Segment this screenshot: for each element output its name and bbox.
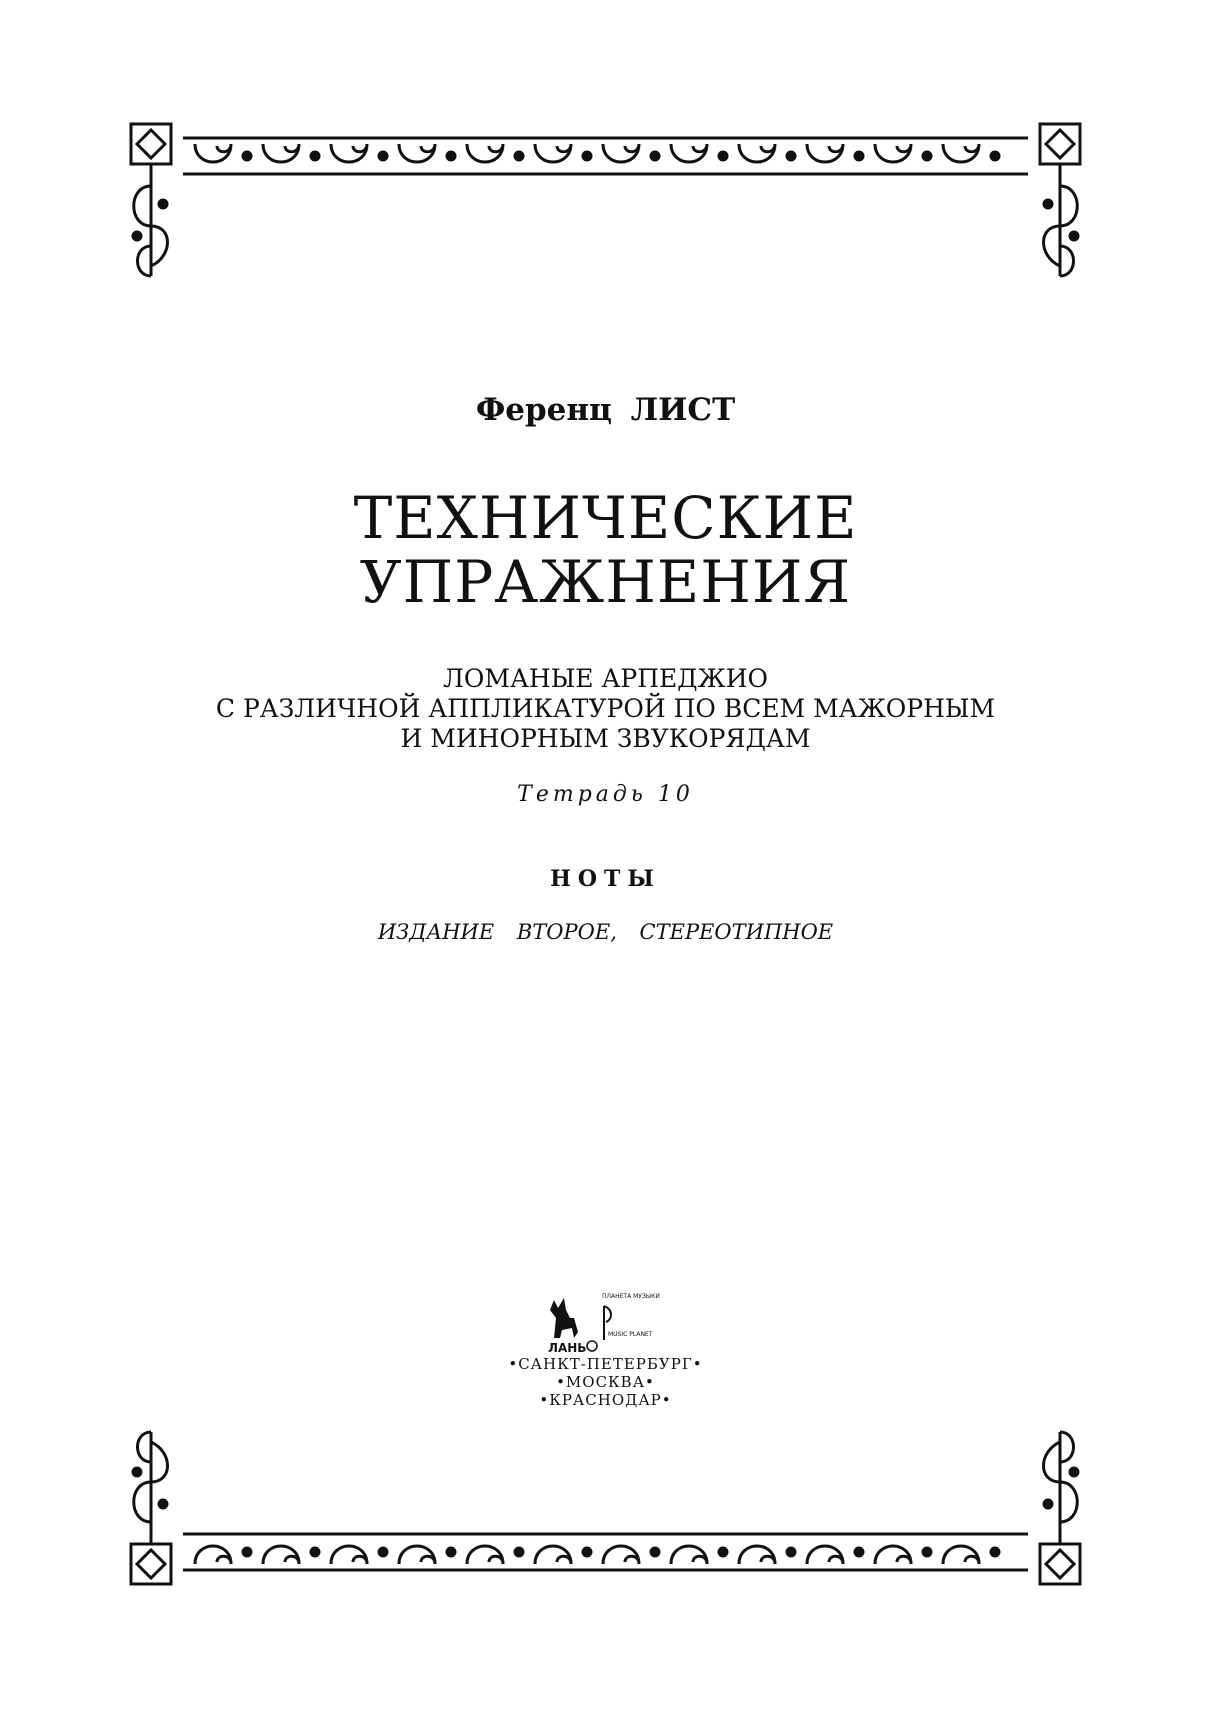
ornament-swirl bbox=[467, 1546, 503, 1564]
ornament-swirl bbox=[807, 144, 843, 162]
ornament-dot bbox=[651, 152, 659, 160]
ornament-swirl bbox=[399, 1546, 435, 1564]
ornament-dot bbox=[991, 1548, 999, 1556]
ornament-dot bbox=[311, 1548, 319, 1556]
ornament-swirl bbox=[263, 1546, 299, 1564]
ornament-swirl bbox=[875, 1546, 911, 1564]
ornament-swirl bbox=[671, 144, 707, 162]
bottom-ornamental-border bbox=[123, 1426, 1088, 1592]
city: •КРАСНОДАР• bbox=[539, 1391, 672, 1409]
ornament-dot bbox=[991, 152, 999, 160]
publisher-cities bbox=[0, 1355, 1211, 1409]
author-name: Ференц ЛИСТ bbox=[475, 392, 736, 428]
subtitle-line: С РАЗЛИЧНОЙ АППЛИКАТУРОЙ ПО ВСЕМ МАЖОРНЫМ bbox=[215, 694, 996, 723]
ornament-swirl bbox=[399, 144, 435, 162]
city: •САНКТ-ПЕТЕРБУРГ• bbox=[508, 1355, 703, 1373]
ornament-dot bbox=[243, 152, 251, 160]
ornament-dot bbox=[515, 1548, 523, 1556]
ornament-swirl bbox=[875, 144, 911, 162]
ornament-swirl bbox=[943, 1546, 979, 1564]
ornament-swirl bbox=[331, 144, 367, 162]
book-subtitle bbox=[0, 664, 1211, 754]
ornament-swirl bbox=[603, 1546, 639, 1564]
ornament-swirl bbox=[671, 1546, 707, 1564]
ornament-dot bbox=[719, 152, 727, 160]
ornament-dot bbox=[651, 1548, 659, 1556]
city: •МОСКВА• bbox=[556, 1373, 655, 1391]
volume-label: Тетрадь 10 bbox=[517, 782, 694, 807]
ornament-dot bbox=[515, 152, 523, 160]
book-title-line: УПРАЖНЕНИЯ bbox=[359, 548, 852, 616]
ornament-dot bbox=[787, 152, 795, 160]
deer-icon bbox=[550, 1298, 578, 1338]
ornament-dot bbox=[447, 152, 455, 160]
ornament-swirl bbox=[263, 144, 299, 162]
ornament-dot bbox=[855, 1548, 863, 1556]
ornament-swirl bbox=[943, 144, 979, 162]
ornament-swirl bbox=[739, 1546, 775, 1564]
book-title-line: ТЕХНИЧЕСКИЕ bbox=[353, 484, 858, 552]
logo-lan-text: ЛАНЬ bbox=[548, 1341, 587, 1355]
ornament-dot bbox=[923, 152, 931, 160]
ornament-dot bbox=[855, 152, 863, 160]
notes-label: НОТЫ bbox=[550, 866, 661, 892]
ornament-swirl bbox=[195, 1546, 231, 1564]
ornament-swirl bbox=[603, 144, 639, 162]
ornament-dot bbox=[719, 1548, 727, 1556]
subtitle-line: И МИНОРНЫМ ЗВУКОРЯДАМ bbox=[400, 724, 811, 753]
ornament-dot bbox=[447, 1548, 455, 1556]
ornament-swirl bbox=[807, 1546, 843, 1564]
ornament-dot bbox=[243, 1548, 251, 1556]
ornament-dot bbox=[787, 1548, 795, 1556]
ornament-swirl bbox=[535, 1546, 571, 1564]
top-ornamental-border bbox=[123, 116, 1088, 282]
book-title bbox=[0, 486, 1211, 614]
note-icon bbox=[604, 1306, 611, 1322]
ornament-swirl bbox=[739, 144, 775, 162]
ornament-swirl bbox=[535, 144, 571, 162]
publisher-logo bbox=[540, 1288, 680, 1358]
ornament-dot bbox=[311, 152, 319, 160]
subtitle-line: ЛОМАНЫЕ АРПЕДЖИО bbox=[443, 664, 768, 693]
ornament-dot bbox=[583, 1548, 591, 1556]
ornament-swirl bbox=[331, 1546, 367, 1564]
ornament-dot bbox=[379, 152, 387, 160]
logo-planet-text: ПЛАНЕТА МУЗЫКИ bbox=[602, 1293, 660, 1300]
ornament-dot bbox=[583, 152, 591, 160]
edition-label: ИЗДАНИЕ ВТОРОЕ, СТЕРЕОТИПНОЕ bbox=[377, 920, 834, 944]
globe-icon bbox=[587, 1341, 597, 1351]
ornament-swirl bbox=[195, 144, 231, 162]
ornament-dot bbox=[379, 1548, 387, 1556]
ornament-swirl bbox=[467, 144, 503, 162]
ornament-dot bbox=[923, 1548, 931, 1556]
logo-music-planet-text: MUSIC PLANET bbox=[608, 1331, 653, 1338]
